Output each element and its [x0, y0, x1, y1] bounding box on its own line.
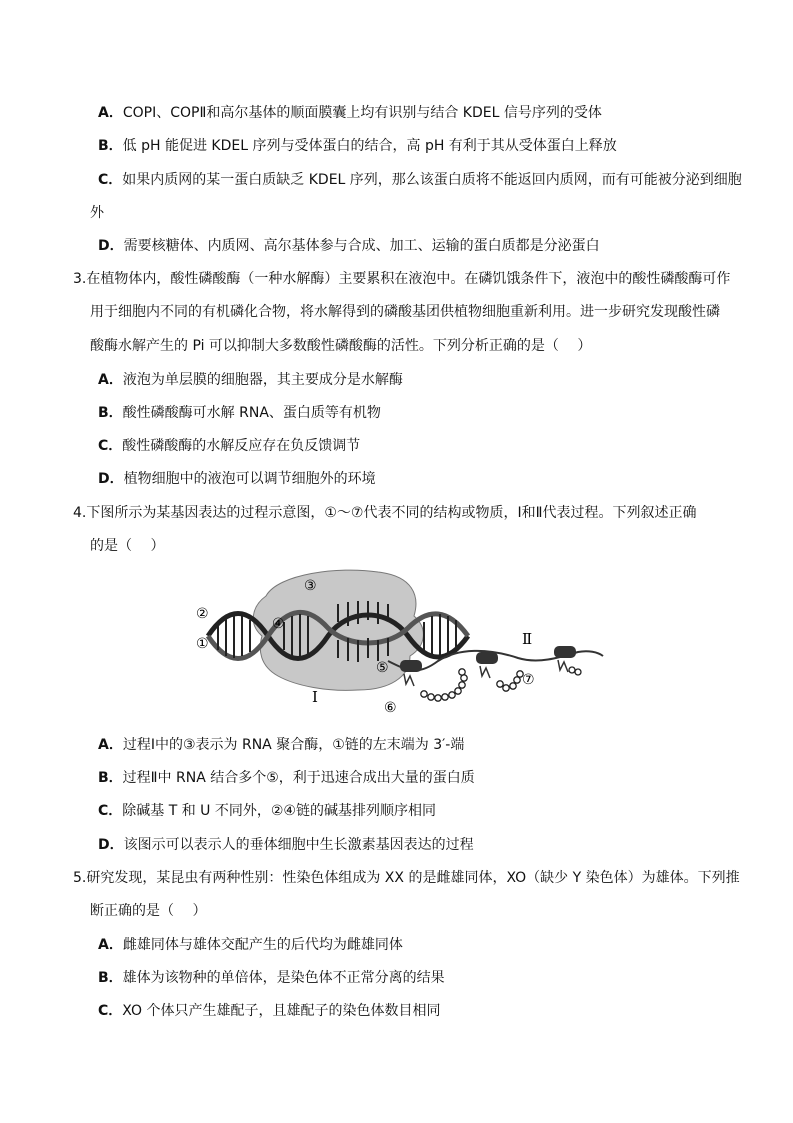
q2-option-c [98, 170, 742, 190]
q4-stem-line-2: 的是（ ） [90, 538, 165, 554]
option-letter: D． [98, 471, 124, 487]
figure-label: ④ [272, 616, 285, 632]
q2-option-d [98, 236, 600, 256]
option-letter: B． [98, 405, 123, 421]
process-label: Ⅰ [312, 688, 318, 706]
option-letter: C． [98, 438, 123, 454]
figure-label: ⑦ [522, 672, 535, 688]
q5-stem-line-1: 5.研究发现，某昆虫有两种性别：性染色体组成为 XX 的是雌雄同体，XO（缺少 Y 染色体）为雄体。下列推 [73, 870, 740, 886]
q5-option-b [98, 968, 445, 988]
q3-option-a [98, 370, 403, 390]
q3-stem-line-2: 用于细胞内不同的有机磷化合物，将水解得到的磷酸基团供植物细胞重新利用。进一步研究发现酸性磷 [90, 304, 720, 320]
option-text: 液泡为单层膜的细胞器，其主要成分是水解酶 [122, 372, 403, 388]
q3-option-d [98, 469, 376, 489]
option-letter: D． [98, 837, 124, 853]
option-text: 酸性磷酸酶的水解反应存在负反馈调节 [122, 438, 361, 454]
q5-stem-line-2: 断正确的是（ ） [90, 903, 207, 919]
q4-option-c [98, 801, 436, 821]
option-letter: A． [98, 105, 123, 121]
figure-label: ② [196, 606, 209, 622]
option-letter: C． [98, 1003, 123, 1019]
option-letter: C． [98, 172, 123, 188]
option-text: 雌雄同体与雄体交配产生的后代均为雌雄同体 [122, 937, 403, 953]
q3-option-c [98, 436, 360, 456]
option-text: 如果内质网的某一蛋白质缺乏 KDEL 序列，那么该蛋白质将不能返回内质网，而有可能被分泌到细胞 [122, 172, 742, 188]
gene-expression-figure [188, 566, 608, 716]
option-text: 过程Ⅰ中的③表示为 RNA 聚合酶，①链的左末端为 3′-端 [122, 737, 465, 753]
q3-stem-line-3: 酸酶水解产生的 Pi 可以抑制大多数酸性磷酸酶的活性。下列分析正确的是（ ） [90, 338, 592, 354]
option-text: 除碱基 T 和 U 不同外，②④链的碱基排列顺序相同 [122, 803, 436, 819]
option-text: 需要核糖体、内质网、高尔基体参与合成、加工、运输的蛋白质都是分泌蛋白 [123, 238, 600, 254]
q3-option-b [98, 403, 381, 423]
option-text: 该图示可以表示人的垂体细胞中生长激素基因表达的过程 [123, 837, 474, 853]
ribosome [476, 652, 498, 678]
q2-option-c-continued [90, 203, 104, 223]
option-text: 植物细胞中的液泡可以调节细胞外的环境 [123, 471, 376, 487]
q2-option-b [98, 136, 617, 156]
q4-stem-line-1: 4.下图所示为某基因表达的过程示意图，①～⑦代表不同的结构或物质，Ⅰ和Ⅱ代表过程。下列叙述正确 [73, 505, 697, 521]
q5-option-c [98, 1001, 440, 1021]
figure-label: ⑥ [384, 700, 397, 716]
q3-stem-line-1: 3.在植物体内，酸性磷酸酶（一种水解酶）主要累积在液泡中。在磷饥饿条件下，液泡中的酸性磷酸酶可作 [73, 271, 731, 287]
option-letter: A． [98, 937, 123, 953]
q5-option-a [98, 935, 403, 955]
option-letter: B． [98, 770, 123, 786]
option-letter: A． [98, 737, 123, 753]
option-text: COPⅠ、COPⅡ和高尔基体的顺面膜囊上均有识别与结合 KDEL 信号序列的受体 [122, 105, 602, 121]
q2-option-a [98, 103, 602, 123]
option-letter: A． [98, 372, 123, 388]
figure-label: ① [196, 636, 209, 652]
option-letter: B． [98, 970, 123, 986]
option-text: 外 [90, 205, 104, 221]
option-text: 低 pH 能促进 KDEL 序列与受体蛋白的结合，高 pH 有利于其从受体蛋白上释放 [122, 138, 617, 154]
q4-option-d [98, 835, 474, 855]
option-letter: D． [98, 238, 124, 254]
figure-label: ⑤ [376, 660, 389, 676]
q4-option-b [98, 768, 475, 788]
option-text: 过程Ⅱ中 RNA 结合多个⑤，利于迅速合成出大量的蛋白质 [122, 770, 475, 786]
option-text: 雄体为该物种的单倍体，是染色体不正常分离的结果 [122, 970, 445, 986]
process-label: Ⅱ [522, 630, 533, 648]
option-letter: C． [98, 803, 123, 819]
option-text: XO 个体只产生雄配子，且雄配子的染色体数目相同 [122, 1003, 441, 1019]
figure-label: ③ [304, 578, 317, 594]
q4-option-a [98, 735, 464, 755]
option-text: 酸性磷酸酶可水解 RNA、蛋白质等有机物 [122, 405, 381, 421]
option-letter: B． [98, 138, 123, 154]
polypeptide-chain [421, 667, 581, 701]
